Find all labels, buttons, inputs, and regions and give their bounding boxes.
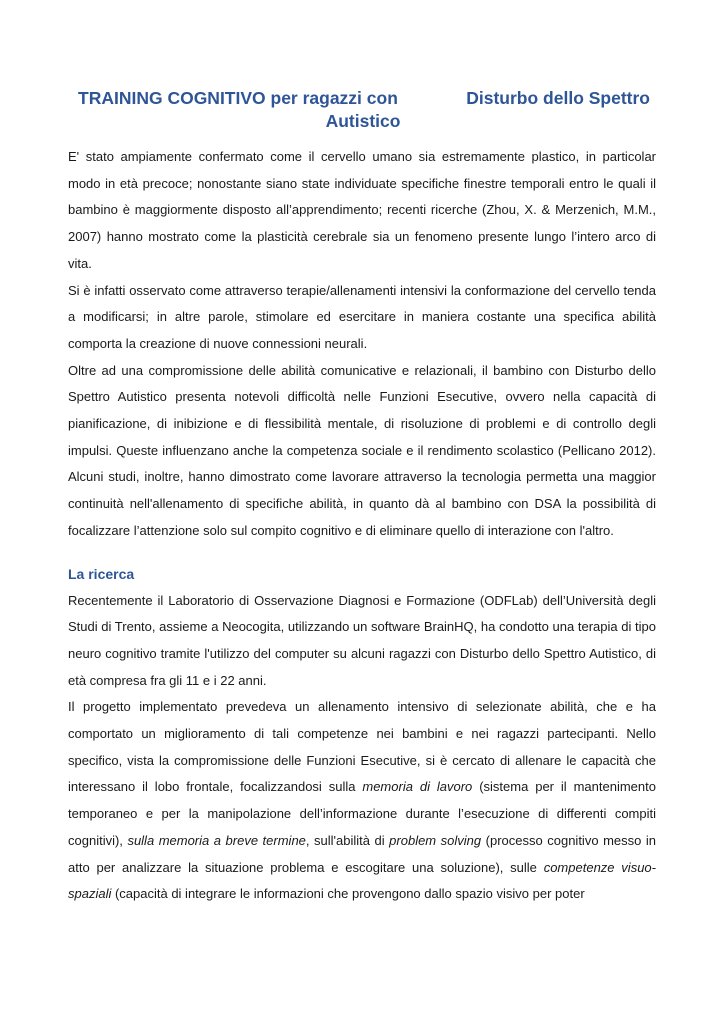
term-working-memory: memoria di lavoro [362,779,473,795]
intro-paragraph-1: E' stato ampiamente confermato come il cervello umano sia estremamente plastico, in particolar modo in età precoce; nonostante siano state individuate specifiche finestre temporali entro le quali il bambino è maggiormente disposto all’apprendimento; recenti ricerche (Zhou, X. & Merzenich, M.M., 2007) hanno mostrato come la plasticità cerebrale sia un fenomeno presente lungo l’intero arco di vita. [68,149,656,271]
intro-paragraph-2: Si è infatti osservato come attraverso terapie/allenamenti intensivi la conformazione del cervello tenda a modificarsi; in altre parole, stimolare ed esercitare in maniera costante una specifica abilità comporta la creazione di nuove connessioni neurali. [68,282,656,351]
title-part-right: Disturbo dello Spettro [466,88,650,108]
document-body [68,144,656,908]
intro-paragraph-3: Oltre ad una compromissione delle abilità comunicative e relazionali, il bambino con Disturbo dello Spettro Autistico presenta notevoli difficoltà nelle Funzioni Esecutive, ovvero nella capacità di pianificazione, di inibizione e di flessibilità mentale, di risoluzione di problemi e di controllo degli impulsi. Queste influenzano anche la competenza sociale e il rendimento scolastico (Pellicano 2012). Alcuni studi, inoltre, hanno dimostrato come lavorare attraverso la tecnologia permetta una maggior continuità nell'allenamento di specifiche abilità, in quanto dà al bambino con DSA la possibilità di focalizzare l’attenzione solo sul compito cognitivo e di eliminare quello di interazione con l'altro. [68,362,656,538]
term-short-term-memory: sulla memoria a breve termine [127,832,306,848]
research-paragraph-1: Recentemente il Laboratorio di Osservazione Diagnosi e Formazione (ODFLab) dell’Università degli Studi di Trento, assieme a Neocogita, utilizzando un software BrainHQ, ha condotto una terapia di tipo neuro cognitivo tramite l'utilizzo del computer su alcuni ragazzi con Disturbo dello Spettro Autistico, di età compresa fra gli 11 e i 22 anni. [68,592,656,688]
title-part-left: TRAINING COGNITIVO per ragazzi con [78,88,398,108]
research-text-e: (capacità di integrare le informazioni che provengono dallo spazio visivo per poter [111,886,585,902]
term-problem-solving: problem solving [389,832,482,848]
title-part-center: Autistico [325,111,401,131]
research-text-c: , sull'abilità di [305,832,390,848]
research-text-a: Il progetto implementato prevedeva un allenamento intensivo di selezionate abilità, che e ha comportato un miglioramento di tali competenze nei bambini e nei ragazzi partecipanti. Nello specifico, vista la compromissione delle Funzioni Esecutive, si è cercato di allenare le capacità che interessano il lobo frontale, focalizzandosi sulla [68,699,656,795]
term-visuospatial-skills: competenze visuo-spaziali [68,859,656,902]
research-paragraph-2 [68,694,656,908]
research-text-d: (processo cognitivo messo in atto per analizzare la situazione problema e escogitare una soluzione), sulle [68,832,656,875]
research-text-b: (sistema per il mantenimento temporaneo e per la manipolazione dell’informazione durante l’esecuzione di differenti compiti cognitivi), [68,779,656,848]
section-heading-research: La ricerca [68,565,135,582]
